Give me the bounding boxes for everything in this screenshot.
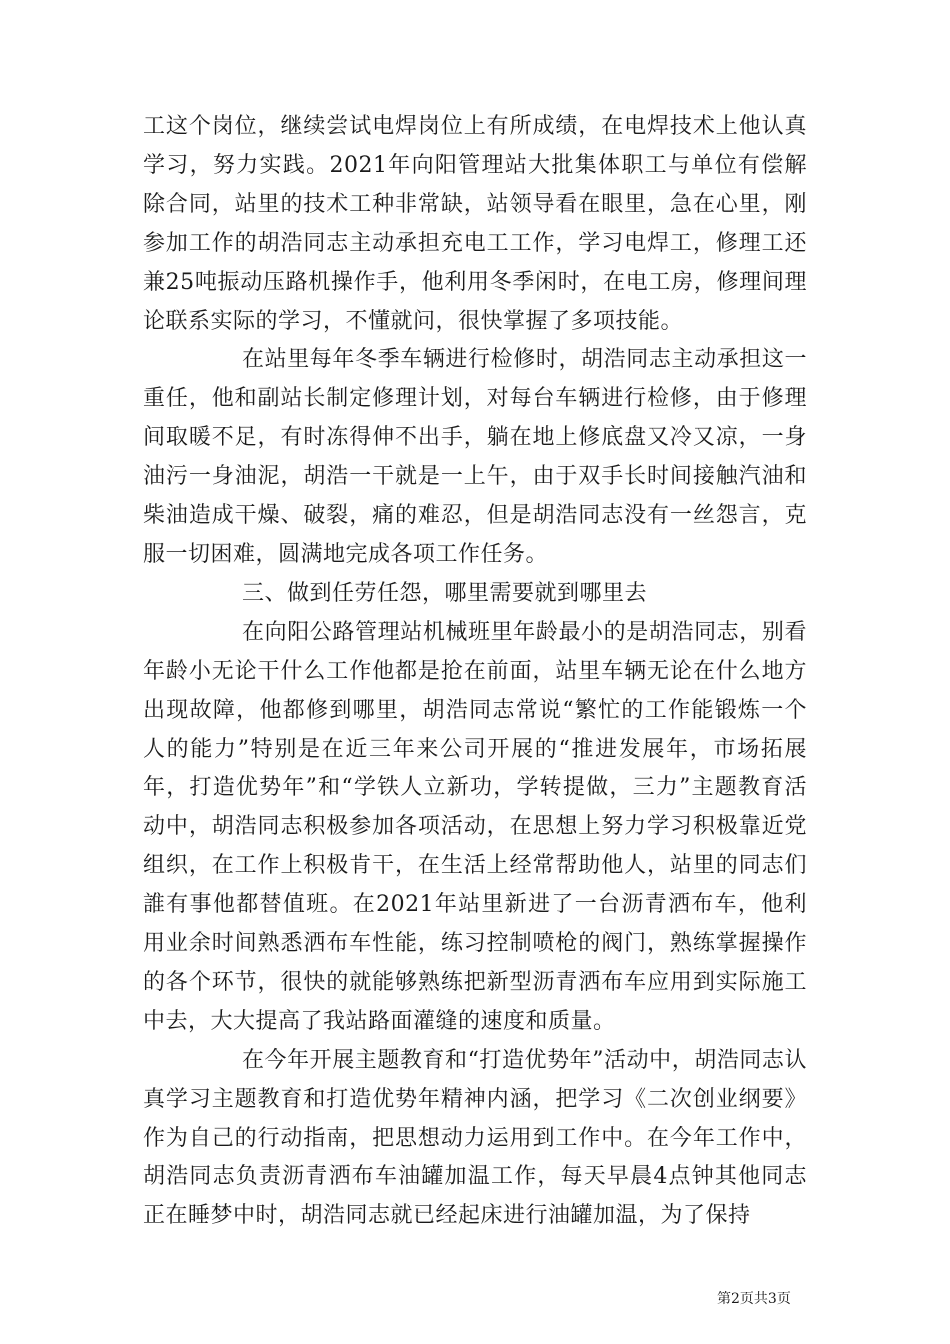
paragraph-1: 工这个岗位，继续尝试电焊岗位上有所成绩，在电焊技术上他认真学习，努力实践。2021年向阳管理站大批集体职工与单位有偿解除合同，站里的技术工种非常缺，站领导看在眼里，急在心里，刚参加工作的胡浩同志主动承担充电工工作，学习电焊工，修理工还兼25吨振动压路机操作手，他利用冬季闲时，在电工房，修理间理论联系实际的学习，不懂就问，很快掌握了多项技能。	[143, 114, 807, 334]
document-body	[143, 108, 807, 1236]
paragraph-2: 在站里每年冬季车辆进行检修时，胡浩同志主动承担这一重任，他和副站长制定修理计划，对每台车辆进行检修，由于修理间取暖不足，有时冻得伸不出手，躺在地上修底盘又冷又凉，一身油污一身油泥，胡浩一干就是一上午，由于双手长时间接触汽油和柴油造成干燥、破裂，痛的难忍，但是胡浩同志没有一丝怨言，克服一切困难，圆满地完成各项工作任务。	[143, 347, 807, 567]
page-number-footer: 第2页共3页	[717, 1291, 791, 1307]
paragraph-4: 在今年开展主题教育和“打造优势年”活动中，胡浩同志认真学习主题教育和打造优势年精神内涵，把学习《二次创业纲要》作为自己的行动指南，把思想动力运用到工作中。在今年工作中，胡浩同志负责沥青洒布车油罐加温工作，每天早晨4点钟其他同志正在睡梦中时，胡浩同志就已经起床进行油罐加温，为了保持	[143, 1047, 807, 1229]
section-heading: 三、做到任劳任怨，哪里需要就到哪里去	[242, 580, 648, 606]
paragraph-3: 在向阳公路管理站机械班里年龄最小的是胡浩同志，别看年龄小无论干什么工作他都是抢在前面，站里车辆无论在什么地方出现故障，他都修到哪里，胡浩同志常说“繁忙的工作能锻炼一个人的能力”特别是在近三年来公司开展的“推进发展年，市场拓展年，打造优势年”和“学铁人立新功，学转提做，三力”主题教育活动中，胡浩同志积极参加各项活动，在思想上努力学习积极靠近党组织，在工作上积极肯干，在生活上经常帮助他人，站里的同志们誰有事他都替值班。在2021年站里新进了一台沥青洒布车，他利用业余时间熟悉洒布车性能，练习控制喷枪的阀门，熟练掌握操作的各个环节，很快的就能够熟练把新型沥青洒布车应用到实际施工中去，大大提高了我站路面灌缝的速度和质量。	[143, 619, 807, 1034]
